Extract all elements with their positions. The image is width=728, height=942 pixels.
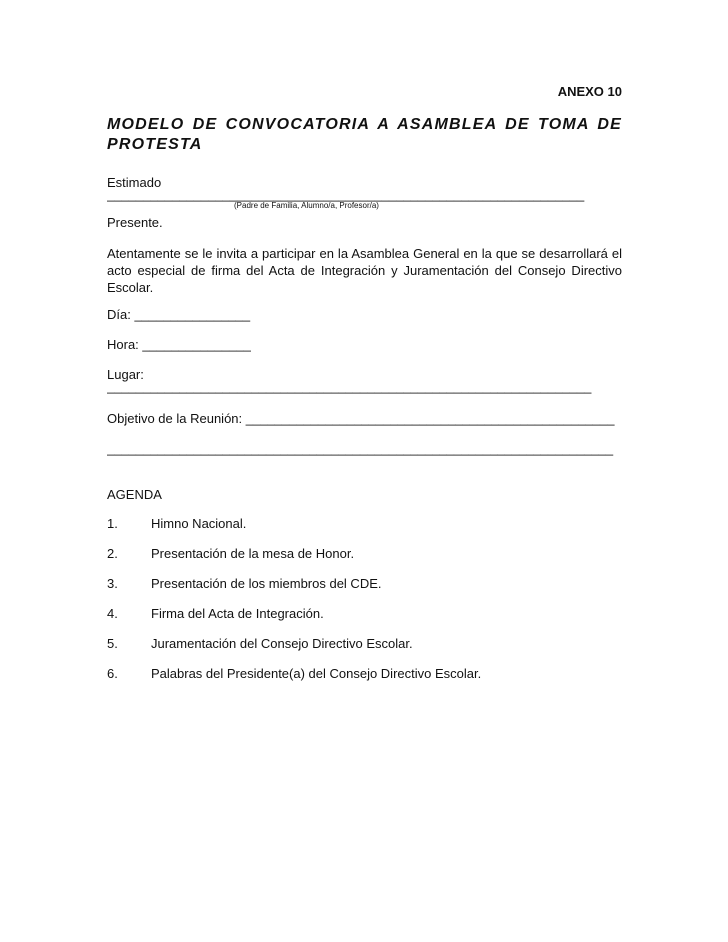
agenda-item (107, 515, 622, 532)
agenda-item-text: Presentación de los miembros del CDE. (151, 576, 382, 591)
agenda-item-text: Firma del Acta de Integración. (151, 606, 324, 621)
objective-field: Objetivo de la Reunión: ___________________________________________________ (107, 411, 615, 426)
agenda-item-number: 6. (107, 666, 118, 681)
agenda-item-number: 1. (107, 516, 118, 531)
agenda-title: AGENDA (107, 487, 162, 502)
greeting: Estimado (107, 175, 162, 190)
presente: Presente. (107, 215, 163, 230)
greeting-line: __________________________________________________________________ (107, 187, 585, 202)
agenda-item (107, 665, 622, 682)
place-label: Lugar: (107, 367, 144, 382)
agenda-item-number: 3. (107, 576, 118, 591)
agenda-item-number: 5. (107, 636, 118, 651)
document-title: MODELO DE CONVOCATORIA A ASAMBLEA DE TOMA DE PROTESTA (107, 116, 622, 153)
time-field: Hora: _______________ (107, 337, 251, 352)
agenda-item-number: 4. (107, 606, 118, 621)
recipient-note: (Padre de Familia, Alumno/a, Profesor/a) (234, 201, 379, 210)
agenda-item-text: Presentación de la mesa de Honor. (151, 546, 355, 561)
agenda-item (107, 605, 622, 622)
invitation-paragraph: Atentamente se le invita a participar en la Asamblea General en la que se desarrollará el acto especial de firma del Acta de Integración y Juramentación del Consejo Directivo Escolar. (107, 246, 622, 295)
agenda-item (107, 635, 622, 652)
day-field: Día: ________________ (107, 307, 251, 322)
agenda-item-text: Juramentación del Consejo Directivo Escolar. (151, 636, 413, 651)
agenda-item-text: Himno Nacional. (151, 516, 247, 531)
agenda-item (107, 545, 622, 562)
place-line: ___________________________________________________________________ (107, 379, 592, 394)
agenda-item-number: 2. (107, 546, 118, 561)
agenda-item (107, 575, 622, 592)
agenda-item-text: Palabras del Presidente(a) del Consejo Directivo Escolar. (151, 666, 482, 681)
objective-line: ______________________________________________________________________ (107, 441, 614, 456)
annex-label: ANEXO 10 (557, 84, 622, 99)
